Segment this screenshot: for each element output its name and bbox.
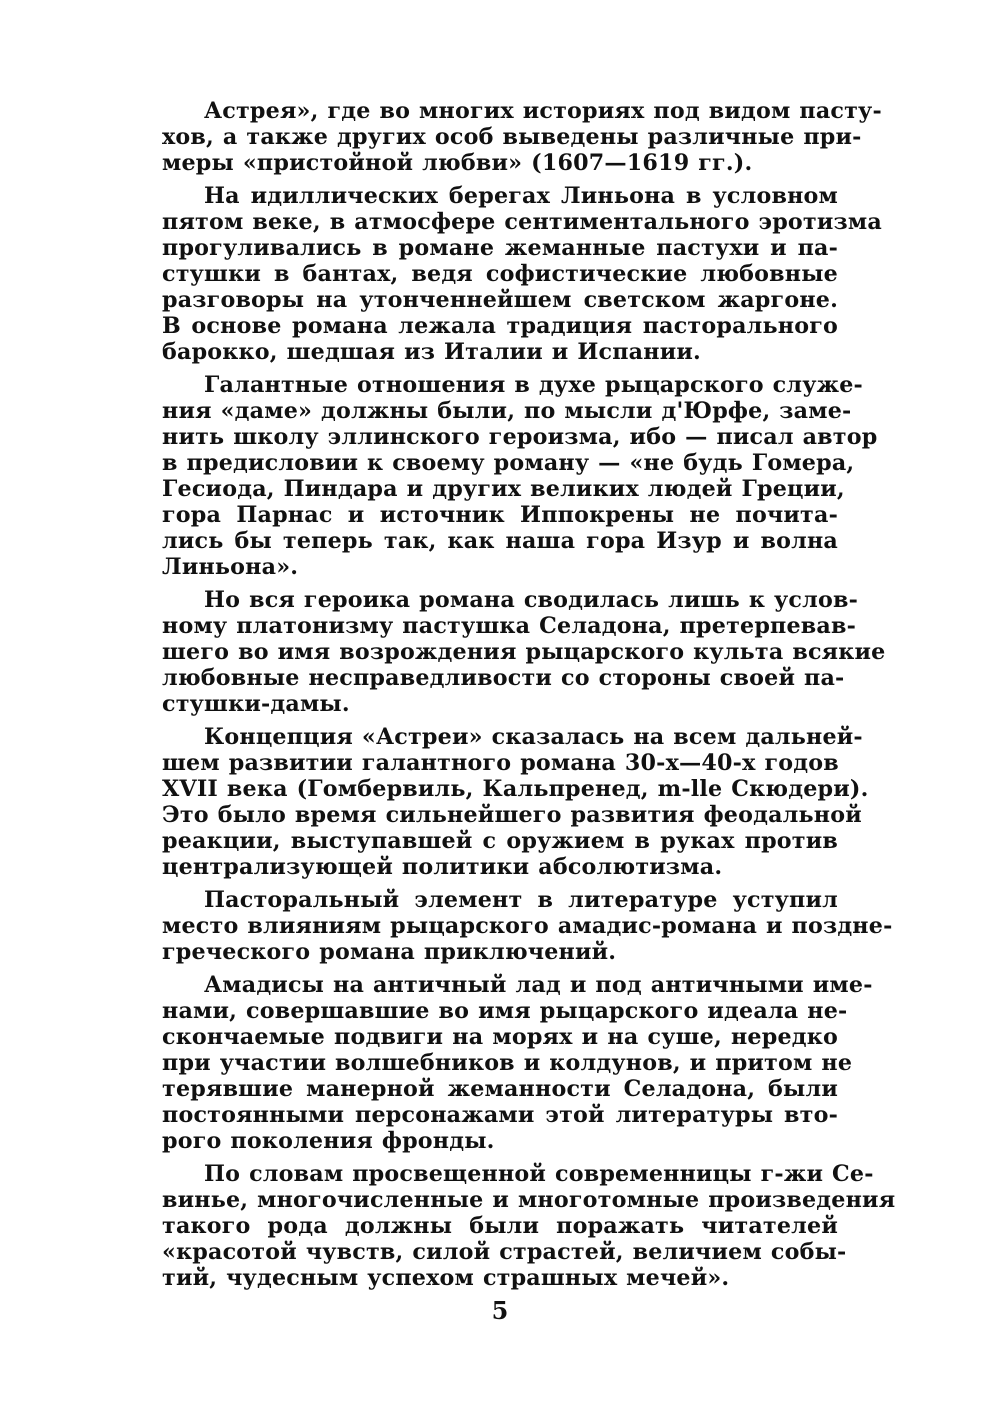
text-line: Астрея», где во многих историях под видом пасту- [204,98,882,124]
text-line: ния «даме» должны были, по мысли д'Юрфе, заме- [162,398,852,424]
text-line: На идиллических берегах Линьона в условном [204,183,838,209]
text-line: в предисловии к своему роману — «не будь Гомера, [162,450,855,476]
text-line: при участии волшебников и колдунов, и притом не [162,1050,853,1076]
text-line: шем развитии галантного романа 30-х—40-х годов [162,750,839,776]
text-line: Амадисы на античный лад и под античными име- [204,972,873,998]
text-line: ному платонизму пастушка Селадона, претерпевав- [162,613,857,639]
text-line: Концепция «Астреи» сказалась на всем дальней- [204,724,863,750]
text-line: Гесиода, Пиндара и других великих людей Греции, [162,476,845,502]
text-line: Галантные отношения в духе рыцарского служе- [204,372,863,398]
text-line: лись бы теперь так, как наша гора Изур и волна [162,528,838,554]
text-line: скончаемые подвиги на морях и на суше, нередко [162,1024,838,1050]
text-line: винье, многочисленные и многотомные произведения [162,1187,896,1213]
text-line: стушки-дамы. [162,691,350,717]
text-line: постоянными персонажами этой литературы вто- [162,1102,838,1128]
text-line: рого поколения фронды. [162,1128,495,1154]
paragraph [162,724,869,880]
text-line: Но вся героика романа сводилась лишь к услов- [204,587,858,613]
text-line: нить школу эллинского героизма, ибо — писал автор [162,424,878,450]
text-line: любовные несправедливости со стороны своей па- [162,665,845,691]
paragraph [162,98,882,176]
body-text [162,98,896,1298]
text-line: нами, совершавшие во имя рыцарского идеала не- [162,998,848,1024]
text-line: такого рода должны были поражать читателей [162,1213,838,1239]
text-line: централизующей политики абсолютизма. [162,854,723,880]
paragraph [162,1161,896,1291]
paragraph [162,183,882,365]
text-line: «красотой чувств, силой страстей, величием собы- [162,1239,847,1265]
text-line: стушки в бантах, ведя софистические любовные [162,261,838,287]
text-line: гора Парнас и источник Иппокрены не почита- [162,502,838,528]
text-line: Линьона». [162,554,299,580]
paragraph [162,887,893,965]
paragraph [162,587,886,717]
text-line: пятом веке, в атмосфере сентиментального эротизма [162,209,882,235]
page-number: 5 [491,1296,509,1325]
text-line: терявшие манерной жеманности Селадона, были [162,1076,838,1102]
text-line: греческого романа приключений. [162,939,617,965]
text-line: хов, а также других особ выведены различные при- [162,124,862,150]
text-line: место влияниям рыцарского амадис-романа и поздне- [162,913,893,939]
text-line: Это было время сильнейшего развития феодальной [162,802,862,828]
text-line: По словам просвещенной современницы г-жи Се- [204,1161,874,1187]
text-line: Пасторальный элемент в литературе уступил [204,887,838,913]
text-line: тий, чудесным успехом страшных мечей». [162,1265,730,1291]
text-line: реакции, выступавшей с оружием в руках против [162,828,838,854]
text-line: барокко, шедшая из Италии и Испании. [162,339,701,365]
text-line: XVII века (Гомбервиль, Кальпренед, m-lle Скюдери). [162,776,869,802]
paragraph [162,372,878,580]
text-line: прогуливались в романе жеманные пастухи и па- [162,235,838,261]
text-line: шего во имя возрождения рыцарского культа всякие [162,639,886,665]
text-line: разговоры на утонченнейшем светском жаргоне. [162,287,838,313]
paragraph [162,972,873,1154]
text-line: меры «пристойной любви» (1607—1619 гг.). [162,150,753,176]
text-line: В основе романа лежала традиция пасторального [162,313,838,339]
